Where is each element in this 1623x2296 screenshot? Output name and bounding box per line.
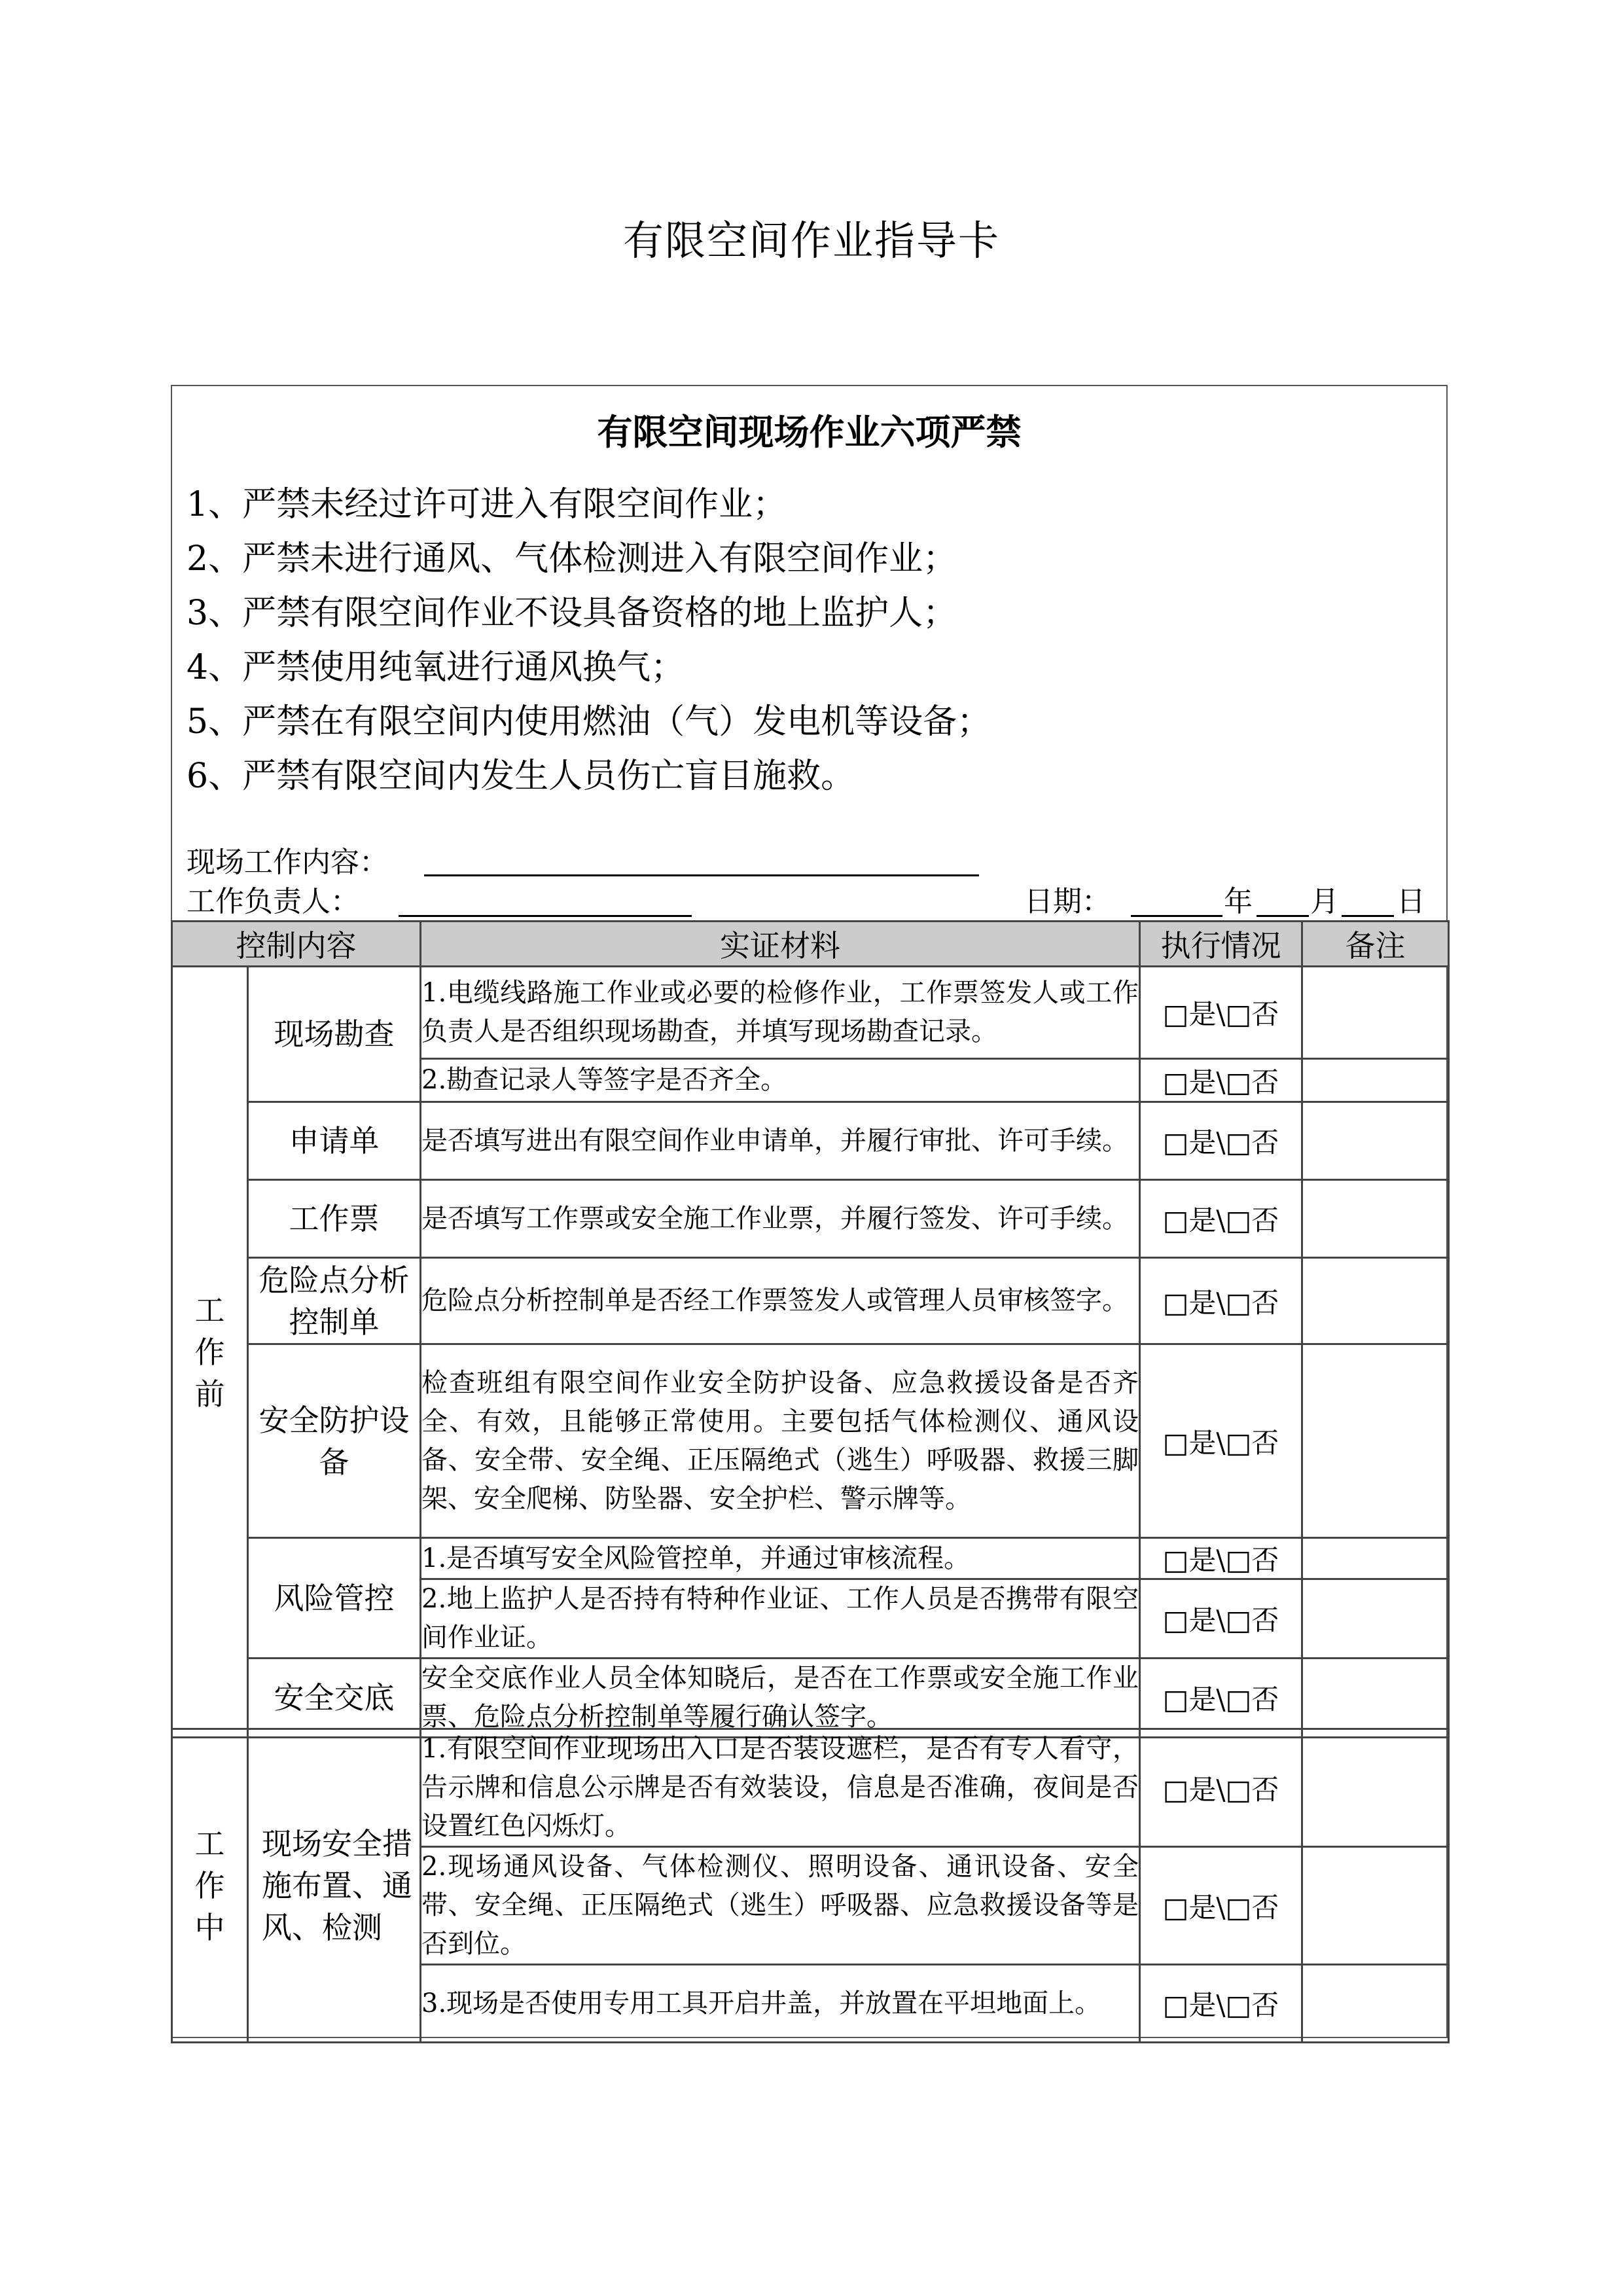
prohibition-item: 6、严禁有限空间内发生人员伤亡盲目施救。 [187,757,855,796]
item-hazard-control-sheet: 危险点分析控制单 [248,1258,421,1344]
status-checkbox[interactable]: □是\□否 [1140,1729,1302,1847]
status-checkbox[interactable]: □是\□否 [1140,1659,1302,1738]
prohibition-item: 5、严禁在有限空间内使用燃油（气）发电机等设备； [187,702,991,742]
material-text: 危险点分析控制单是否经工作票签发人或管理人员审核签字。 [421,1258,1140,1344]
prohibitions-heading: 有限空间现场作业六项严禁 [597,412,1022,453]
date-month-field[interactable] [1257,915,1309,917]
table-row [172,1344,1449,1538]
date-day-field[interactable] [1342,915,1394,917]
material-text: 1.有限空间作业现场出入口是否装设遮栏，是否有专人看守，告示牌和信息公示牌是否有效装设，信息是否准确，夜间是否设置红色闪烁灯。 [421,1729,1140,1847]
item-safety-briefing: 安全交底 [248,1659,421,1738]
remark-cell[interactable] [1302,1344,1449,1538]
status-checkbox[interactable]: □是\□否 [1140,1344,1302,1538]
prohibition-item: 3、严禁有限空间作业不设具备资格的地上监护人； [187,594,957,633]
work-content-label: 现场工作内容： [187,846,388,879]
table-row [172,1180,1449,1258]
material-text: 检查班组有限空间作业安全防护设备、应急救援设备是否齐全、有效，且能够正常使用。主要包括气体检测仪、通风设备、安全带、安全绳、正压隔绝式（逃生）呼吸器、救援三脚架、安全爬梯、防坠器、安全护栏、警示牌等。 [421,1344,1140,1538]
remark-cell[interactable] [1302,1538,1449,1579]
phase-during-work: 工 作 中 [172,1729,248,2043]
date-day-label: 日 [1397,885,1425,918]
prohibition-item: 2、严禁未进行通风、气体检测进入有限空间作业； [187,539,957,579]
remark-cell[interactable] [1302,967,1449,1059]
status-checkbox[interactable]: □是\□否 [1140,1258,1302,1344]
work-content-field[interactable] [424,874,979,876]
prohibitions-list [187,478,991,804]
remark-cell[interactable] [1302,1102,1449,1180]
material-text: 1.电缆线路施工作业或必要的检修作业，工作票签发人或工作负责人是否组织现场勘查，并填写现场勘查记录。 [421,967,1140,1059]
control-table-during-work [171,1728,1450,2043]
table-row [172,1102,1449,1180]
item-work-ticket: 工作票 [248,1180,421,1258]
date-year-label: 年 [1224,885,1253,918]
item-site-safety-measures: 现场安全措施布置、通风、检测 [248,1729,421,2043]
item-site-survey: 现场勘查 [248,967,421,1102]
status-checkbox[interactable]: □是\□否 [1140,1102,1302,1180]
remark-cell[interactable] [1302,1965,1449,2043]
status-checkbox[interactable]: □是\□否 [1140,1059,1302,1102]
header-control: 控制内容 [172,922,421,967]
material-text: 是否填写进出有限空间作业申请单，并履行审批、许可手续。 [421,1102,1140,1180]
status-checkbox[interactable]: □是\□否 [1140,1180,1302,1258]
remark-cell[interactable] [1302,1579,1449,1659]
material-text: 2.现场通风设备、气体检测仪、照明设备、通讯设备、安全带、安全绳、正压隔绝式（逃生）呼吸器、应急救援设备等是否到位。 [421,1847,1140,1965]
table-header-row [172,922,1449,967]
header-status: 执行情况 [1140,922,1302,967]
material-text: 1.是否填写安全风险管控单，并通过审核流程。 [421,1538,1140,1579]
remark-cell[interactable] [1302,1059,1449,1102]
document-title: 有限空间作业指导卡 [622,217,1000,264]
item-risk-control: 风险管控 [248,1538,421,1659]
material-text: 2.勘查记录人等签字是否齐全。 [421,1059,1140,1102]
table-row [172,1659,1449,1738]
material-text: 2.地上监护人是否持有特种作业证、工作人员是否携带有限空间作业证。 [421,1579,1140,1659]
item-application-form: 申请单 [248,1102,421,1180]
table-row [172,1729,1449,1847]
remark-cell[interactable] [1302,1847,1449,1965]
header-material: 实证材料 [421,922,1140,967]
leader-label: 工作负责人： [187,885,359,918]
table-row [172,967,1449,1059]
material-text: 3.现场是否使用专用工具开启井盖，并放置在平坦地面上。 [421,1965,1140,2043]
status-checkbox[interactable]: □是\□否 [1140,1965,1302,2043]
phase-before-work: 工 作 前 [172,967,248,1738]
leader-field[interactable] [399,915,692,917]
header-remark: 备注 [1302,922,1449,967]
status-checkbox[interactable]: □是\□否 [1140,1579,1302,1659]
status-checkbox[interactable]: □是\□否 [1140,1538,1302,1579]
date-year-field[interactable] [1131,915,1222,917]
material-text: 安全交底作业人员全体知晓后，是否在工作票或安全施工作业票、危险点分析控制单等履行确认签字。 [421,1659,1140,1738]
date-month-label: 月 [1310,885,1339,918]
remark-cell[interactable] [1302,1258,1449,1344]
prohibition-item: 1、严禁未经过许可进入有限空间作业； [187,485,787,524]
remark-cell[interactable] [1302,1180,1449,1258]
prohibition-item: 4、严禁使用纯氧进行通风换气； [187,648,685,687]
status-checkbox[interactable]: □是\□否 [1140,967,1302,1059]
date-label: 日期： [1024,885,1111,918]
item-safety-equipment: 安全防护设备 [248,1344,421,1538]
remark-cell[interactable] [1302,1729,1449,1847]
table-row [172,1538,1449,1579]
remark-cell[interactable] [1302,1659,1449,1738]
control-table [171,920,1450,1738]
table-row [172,1258,1449,1344]
material-text: 是否填写工作票或安全施工作业票，并履行签发、许可手续。 [421,1180,1140,1258]
status-checkbox[interactable]: □是\□否 [1140,1847,1302,1965]
